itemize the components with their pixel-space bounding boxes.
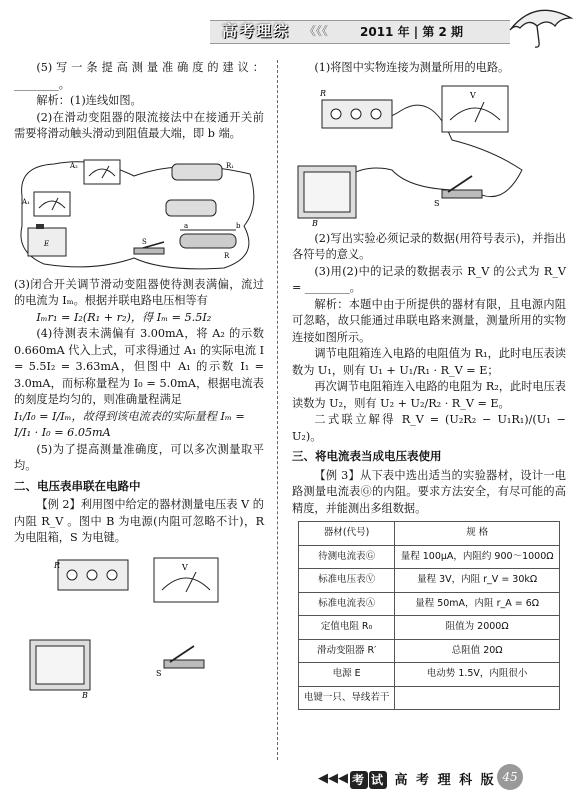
table-cell: 定值电阻 R₀ — [299, 616, 395, 640]
fig3-label-s: S — [434, 198, 440, 208]
page-number: 45 — [497, 764, 523, 790]
equipment-table — [298, 521, 560, 710]
label-s: S — [142, 237, 147, 246]
table-cell: 量程 50mA，内阻 r_A = 6Ω — [395, 592, 560, 616]
equation-2: I₁/I₀ = I/Iₘ，故得到该电流表的实际量程 Iₘ = — [14, 409, 245, 423]
analysis-step-1: 调节电阻箱连入电路的电阻值为 R₁，此时电压表读数为 U₁，则有 U₁ + U₁/R₁ · R_V = E； — [292, 347, 566, 377]
analysis-3: (3)闭合开关调节滑动变阻器使待测表满偏，流过的电流为 Iₘ。根据并联电路电压相等有 — [14, 277, 264, 307]
table-row — [299, 663, 560, 687]
page-footer — [0, 760, 579, 796]
example-3: 【例 3】从下表中选出适当的实验器材，设计一电路测量电流表Ⓖ的内阻。要求方法安全，有尽可能的高精度，并能测出多组数据。 — [292, 468, 566, 515]
analysis-4: (4)待测表未满偏有 3.00mA，将 A₂ 的示数 0.660mA 代入上式，可求得通过 A₁ 的实际电流 I = 5.5I₂ = 3.63mA，但图中 A₁ 的示数 I₁ = 3.0mA，而标称量程为 I₀ = 5.0mA，根据电流表的刻度是均匀的，则准确量程满足 — [14, 327, 264, 406]
label-a1: A₁ — [22, 197, 30, 206]
question-3: (3)用(2)中的记录的数据表示 R_V 的公式为 R_V = ________。 — [292, 264, 566, 294]
table-cell: 滑动变阻器 R′ — [299, 639, 395, 663]
left-column — [14, 60, 264, 703]
analysis-step-2: 再次调节电阻箱连入电路的电阻为 R₂，此时电压表读数为 U₂，则有 U₂ + U₂/R₂ · R_V = E。 — [292, 380, 566, 410]
table-cell: 阻值为 2000Ω — [395, 616, 560, 640]
header-spec: 规 格 — [395, 522, 560, 546]
table-cell: 电源 E — [299, 663, 395, 687]
page-header — [0, 0, 579, 52]
fig3-label-r: R — [320, 88, 327, 98]
header-equipment: 器材(代号) — [299, 522, 395, 546]
table-cell: 总阻值 20Ω — [395, 639, 560, 663]
table-cell: 电键一只、导线若干 — [299, 686, 395, 710]
equation-3: I/I₁ · I₀ = 6.05mA — [14, 426, 111, 439]
umbrella-icon — [505, 4, 575, 52]
fig3-label-v: V — [470, 90, 476, 100]
fig3-label-b: B — [312, 218, 318, 228]
table-row — [299, 569, 560, 593]
circuit-figure-1 — [14, 146, 264, 274]
right-column — [292, 60, 566, 710]
equation-1: Iₘr₁ = I₂(R₁ + r₂)，得 Iₘ = 5.5I₂ — [36, 310, 212, 324]
footer-text: 高 考 理 科 版 — [394, 773, 496, 788]
label-a2: A₂ — [70, 161, 78, 170]
table-cell: 待测电流表Ⓖ — [299, 545, 395, 569]
label-a: a — [184, 221, 189, 230]
question-5: (5)写一条提高测量准确度的建议：________。 — [14, 61, 264, 91]
analysis-intro: 解析：本题中由于所提供的器材有限，且电源内阻可忽略，故只能通过串联电路来测量，测量所用的实物连接如图所示。 — [292, 297, 566, 344]
table-row — [299, 616, 560, 640]
header-title: 高考理综 — [222, 22, 291, 40]
section-heading-3: 三、将电流表当成电压表使用 — [292, 449, 442, 463]
table-row — [299, 545, 560, 569]
fig2-label-b: B — [82, 690, 88, 700]
label-r: R — [224, 251, 230, 260]
table-cell: 量程 100μA，内阻约 900～1000Ω — [395, 545, 560, 569]
footer-box-2: 试 — [370, 773, 385, 787]
analysis-5: (5)为了提高测量准确度，可以多次测量取平均。 — [14, 442, 264, 472]
header-chevrons: 《《《 — [304, 24, 329, 38]
analysis-result: 二式联立解得 R_V = (U₂R₂ − U₁R₁)/(U₁ − U₂)。 — [292, 413, 566, 443]
table-cell — [395, 686, 560, 710]
question-2: (2)写出实验必须记录的数据(用符号表示)，并指出各符号的意义。 — [292, 231, 566, 261]
example-2-circuit-figure — [292, 80, 562, 228]
example-2: 【例 2】利用图中给定的器材测量电压表 V 的内阻 R_V 。图中 B 为电源(内阻可忽略不计)，R 为电阻箱，S 为电键。 — [14, 498, 264, 544]
table-row — [299, 592, 560, 616]
fig2-label-r: R — [54, 560, 61, 570]
table-header-row — [299, 522, 560, 546]
question-1: (1)将图中实物连接为测量所用的电路。 — [314, 61, 510, 74]
section-heading-2: 二、电压表串联在电路中 — [14, 478, 141, 493]
issue-number: 2011 年 | 第 2 期 — [360, 25, 464, 39]
footer-brand — [350, 769, 496, 789]
fig2-label-s: S — [156, 668, 162, 678]
example-2-figure — [14, 550, 264, 700]
column-divider — [277, 60, 279, 760]
footer-box-1: 考 — [351, 773, 366, 787]
label-b: b — [236, 221, 241, 230]
label-r1: R₁ — [226, 161, 235, 170]
footer-arrows: ◀◀◀ — [318, 771, 348, 786]
analysis-2: (2)在滑动变阻器的限流接法中在接通开关前需要将滑动触头滑动到阻值最大端，即 b 端。 — [14, 110, 264, 140]
table-cell: 标准电压表Ⓥ — [299, 569, 395, 593]
table-row — [299, 686, 560, 710]
fig2-label-v: V — [182, 562, 188, 572]
analysis-1: 解析：(1)连线如图。 — [36, 94, 142, 107]
table-row — [299, 639, 560, 663]
table-cell: 量程 3V，内阻 r_V = 30kΩ — [395, 569, 560, 593]
table-cell: 标准电流表Ⓐ — [299, 592, 395, 616]
label-e: E — [44, 239, 50, 248]
table-cell: 电动势 1.5V，内阻很小 — [395, 663, 560, 687]
